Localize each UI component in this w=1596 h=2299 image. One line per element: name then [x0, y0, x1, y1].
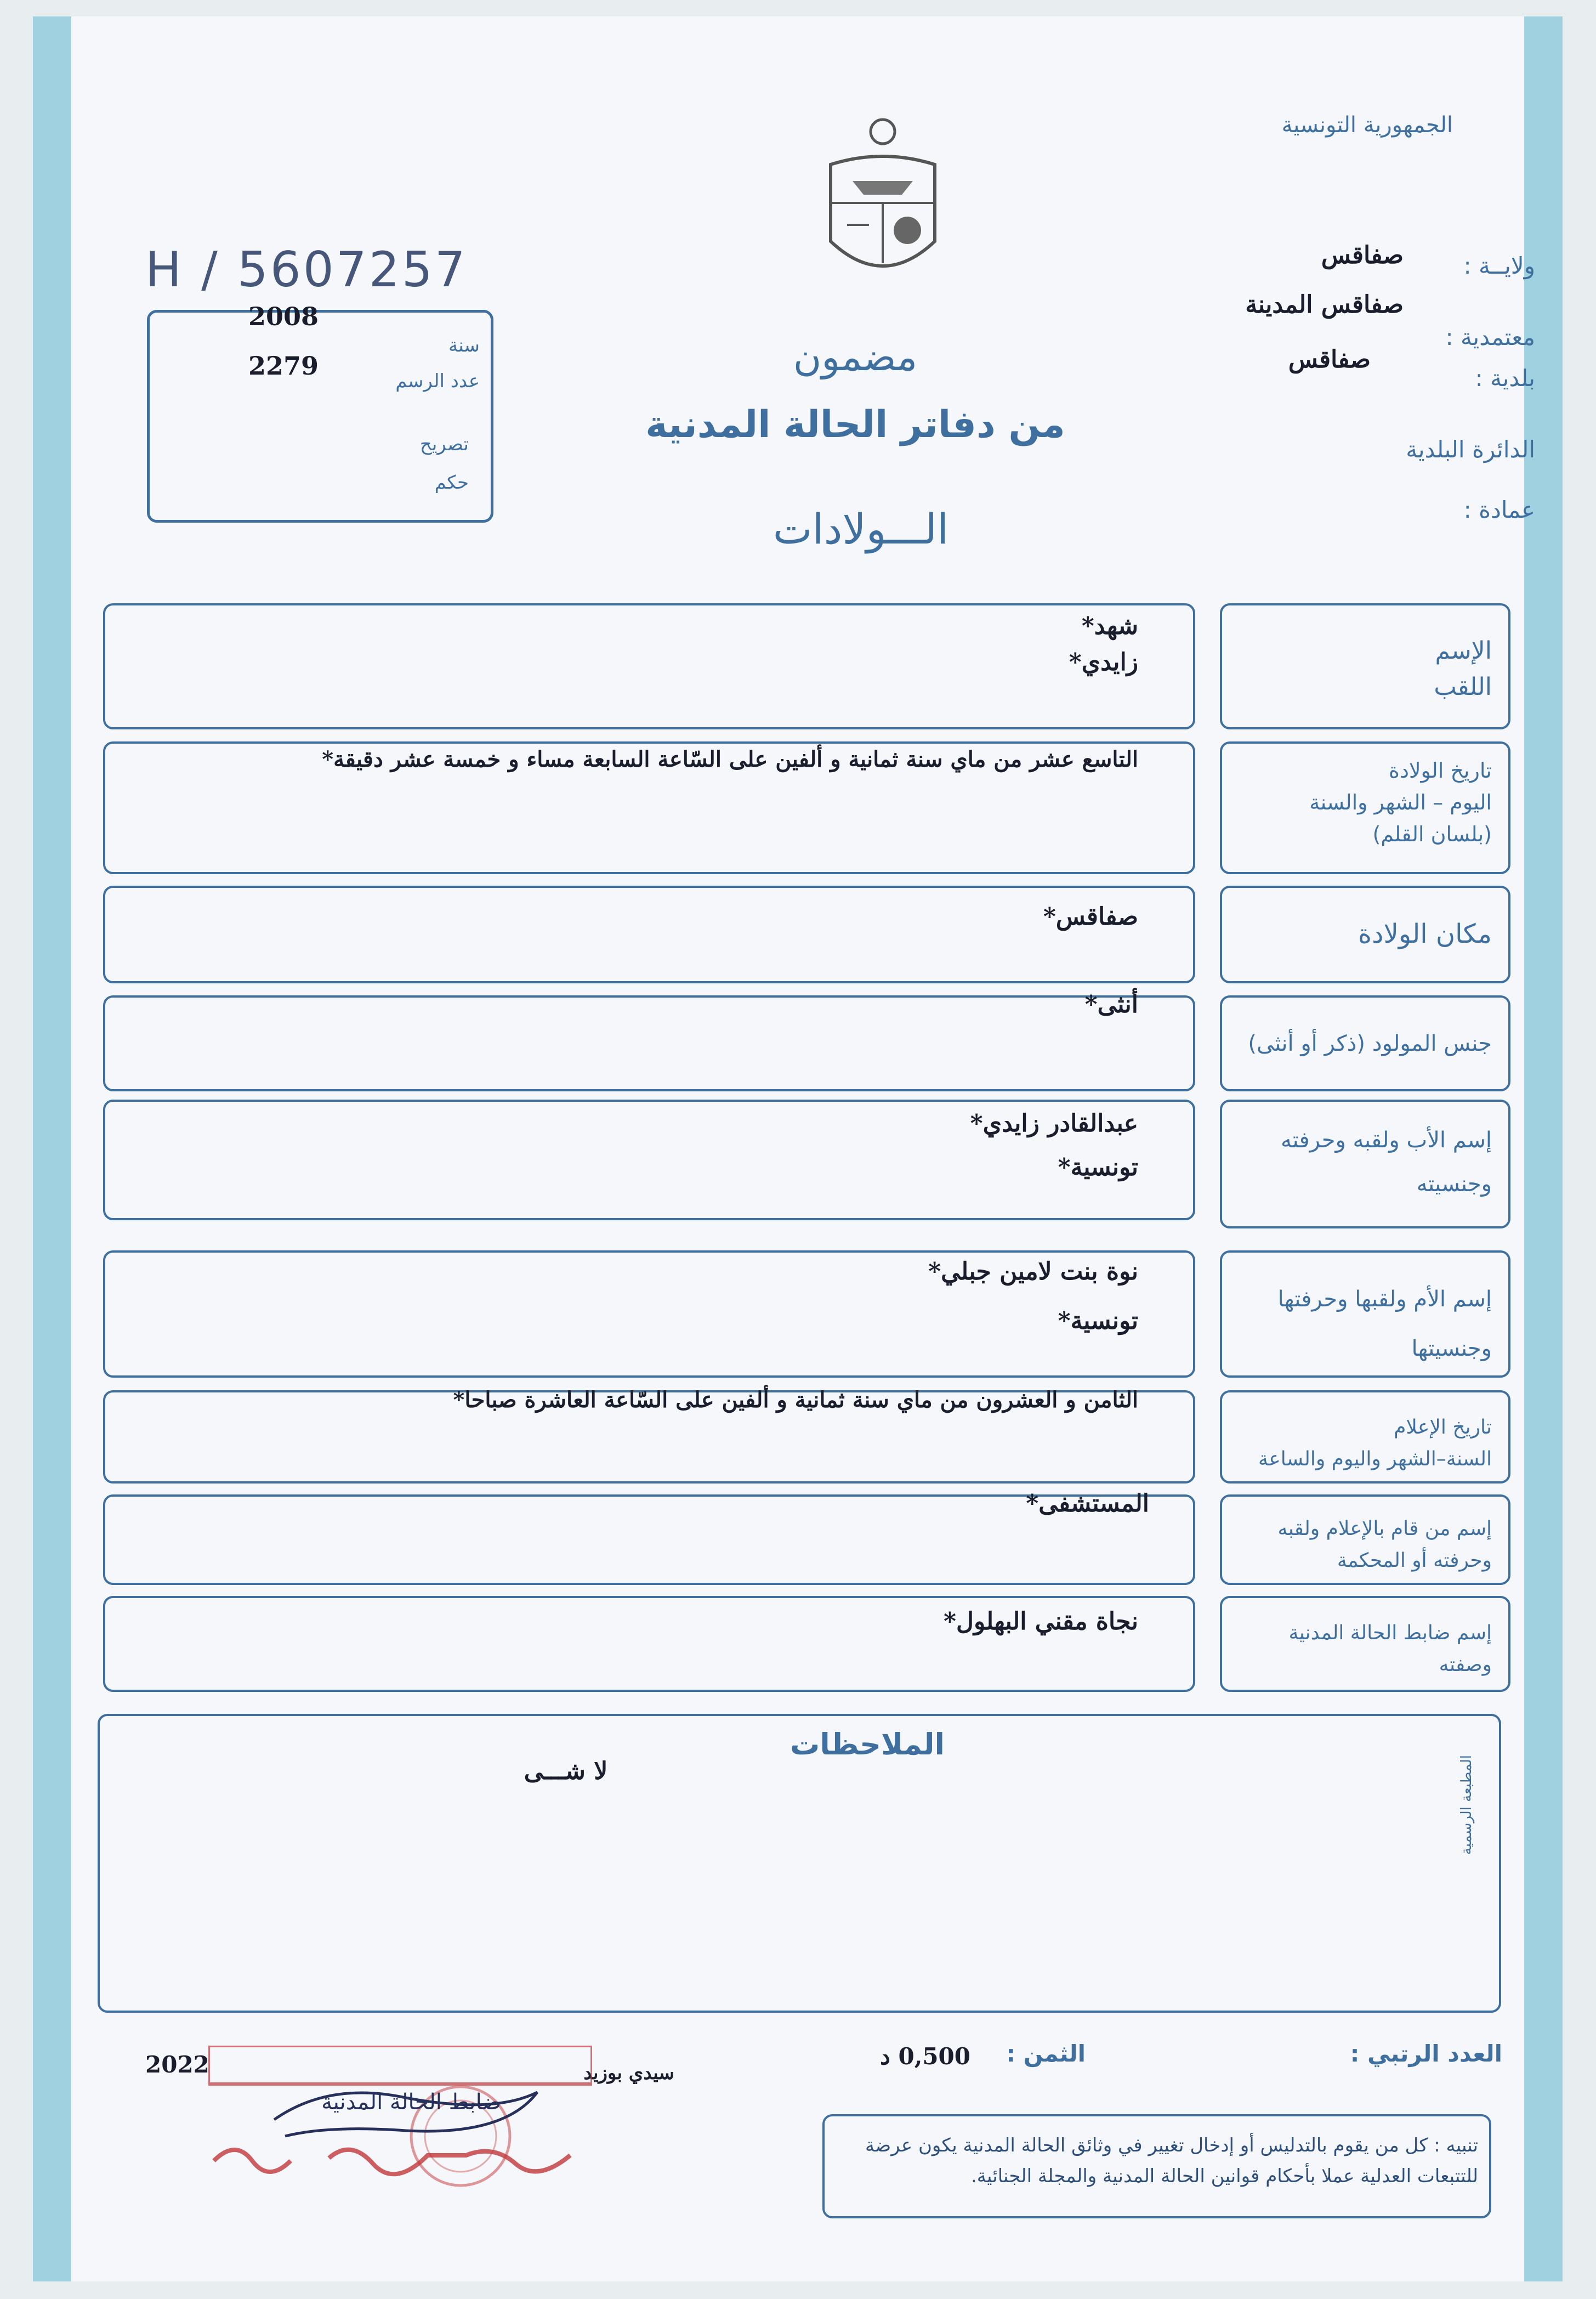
- notice-text: تنبيه : كل من يقوم بالتدليس أو إدخال تغيير في وثائق الحالة المدنية يكون عرضة للتتبعات العدلية عملا بأحكام قوانين الحالة المدنية والمجلة الجنائية.: [865, 2134, 1478, 2187]
- label-box-officer: [1220, 1596, 1510, 1692]
- registry-number-label: عدد الرسم: [395, 370, 480, 392]
- label-father: إسم الأب ولقبه وحرفته وجنسيته: [1281, 1128, 1492, 1197]
- remarks-value: لا شـــى: [524, 1757, 608, 1785]
- value-name: شهد* زايدي*: [1069, 612, 1138, 676]
- value-box-sex: [103, 990, 1195, 1091]
- label-box-declarant: [1220, 1494, 1510, 1585]
- coat-of-arms-icon: [820, 115, 946, 291]
- value-box-declaration-date: [103, 1387, 1195, 1483]
- serial-number: H / 5607257: [145, 241, 468, 298]
- registry-box: [147, 302, 493, 523]
- admin-info: [1151, 241, 1535, 548]
- republic-label: الجمهورية التونسية: [1281, 112, 1453, 138]
- remarks-label: الملاحظات: [790, 1727, 945, 1762]
- value-birth-date: التاسع عشر من ماي سنة ثمانية و ألفين على السّاعة السابعة مساء و خمسة عشر دقيقة*: [322, 746, 1138, 772]
- label-mother: إسم الأم ولقبها وحرفتها وجنسيتها: [1277, 1287, 1492, 1361]
- officer-title: ضابط الحالة المدنية: [321, 2090, 501, 2115]
- delegation-label: معتمدية :: [1445, 324, 1535, 350]
- municipality-value: صفاقس: [1288, 346, 1371, 373]
- district-label: الدائرة البلدية: [1406, 436, 1535, 463]
- label-box-name: [1220, 603, 1510, 729]
- wilaya-value: صفاقس: [1321, 241, 1404, 269]
- delegation-value: صفاقس المدينة: [1245, 291, 1404, 319]
- registry-number: 2279: [248, 351, 319, 381]
- label-birth-place: مكان الولادة: [1358, 919, 1492, 949]
- label-box-birth-date: [1220, 741, 1510, 874]
- label-box-sex: [1220, 995, 1510, 1091]
- value-birth-place: صفاقس*: [1043, 903, 1138, 931]
- label-box-father: [1220, 1100, 1510, 1228]
- price-value: 0,500 د: [880, 2043, 970, 2070]
- label-declarant: إسم من قام بالإعلام ولقبه وحرفته أو المحكمة: [1277, 1517, 1492, 1572]
- label-officer: إسم ضابط الحالة المدنية وصفته: [1288, 1622, 1492, 1676]
- label-birth-date: تاريخ الولادة اليوم – الشهر والسنة (بلسان القلم): [1309, 758, 1492, 846]
- declaration-label: تصريح: [419, 433, 469, 455]
- value-box-father: [103, 1100, 1195, 1220]
- value-box-name: [103, 603, 1195, 729]
- signature-icon: [263, 2081, 548, 2142]
- judgment-label: حكم: [434, 472, 469, 494]
- value-box-birth-place: [103, 886, 1195, 983]
- value-declaration-date: الثامن و العشرون من ماي سنة ثمانية و ألفين على السّاعة العاشرة صباحا*: [453, 1387, 1138, 1413]
- value-box-mother: [103, 1250, 1195, 1378]
- price-label: الثمن :: [1006, 2040, 1086, 2067]
- value-declarant: المستشفى*: [1026, 1490, 1149, 1517]
- registry-year-label: سنة: [448, 335, 480, 356]
- label-box-birth-place: [1220, 886, 1510, 983]
- section-title: الـــولادات: [773, 505, 949, 553]
- value-sex: أنثى*: [1084, 990, 1138, 1018]
- remarks-box: [98, 1714, 1501, 2013]
- label-declaration-date: تاريخ الإعلام السنة–الشهر واليوم والساعة: [1258, 1416, 1492, 1470]
- label-name: الإسم اللقب: [1434, 637, 1492, 701]
- ordinal-label: العدد الرتبي :: [1350, 2040, 1502, 2067]
- issue-place: سيدي بوزيد: [583, 2062, 674, 2084]
- value-father: عبدالقادر زايدي* تونسية*: [970, 1109, 1138, 1181]
- document-subtitle: من دفاتر الحالة المدنية: [645, 403, 1065, 446]
- value-box-officer: [103, 1596, 1195, 1692]
- document-title: مضمون: [793, 335, 918, 380]
- notice-box: [822, 2114, 1491, 2218]
- wilaya-label: ولايــة :: [1463, 252, 1535, 279]
- label-sex: جنس المولود (ذكر أو أنثى): [1248, 1031, 1492, 1056]
- value-box-declarant: [103, 1490, 1195, 1585]
- imada-label: عمادة :: [1463, 496, 1535, 523]
- value-mother: نوة بنت لامين جبلي* تونسية*: [928, 1258, 1138, 1335]
- label-box-declaration-date: [1220, 1390, 1510, 1483]
- registry-year: 2008: [248, 302, 319, 331]
- value-box-birth-date: [103, 741, 1195, 874]
- label-box-mother: [1220, 1250, 1510, 1378]
- printer-mark: المطبعة الرسمية: [1458, 1755, 1475, 1855]
- issue-year: 2022: [145, 2051, 209, 2078]
- municipality-label: بلدية :: [1475, 365, 1535, 392]
- value-officer: نجاة مقني البهلول*: [944, 1607, 1138, 1635]
